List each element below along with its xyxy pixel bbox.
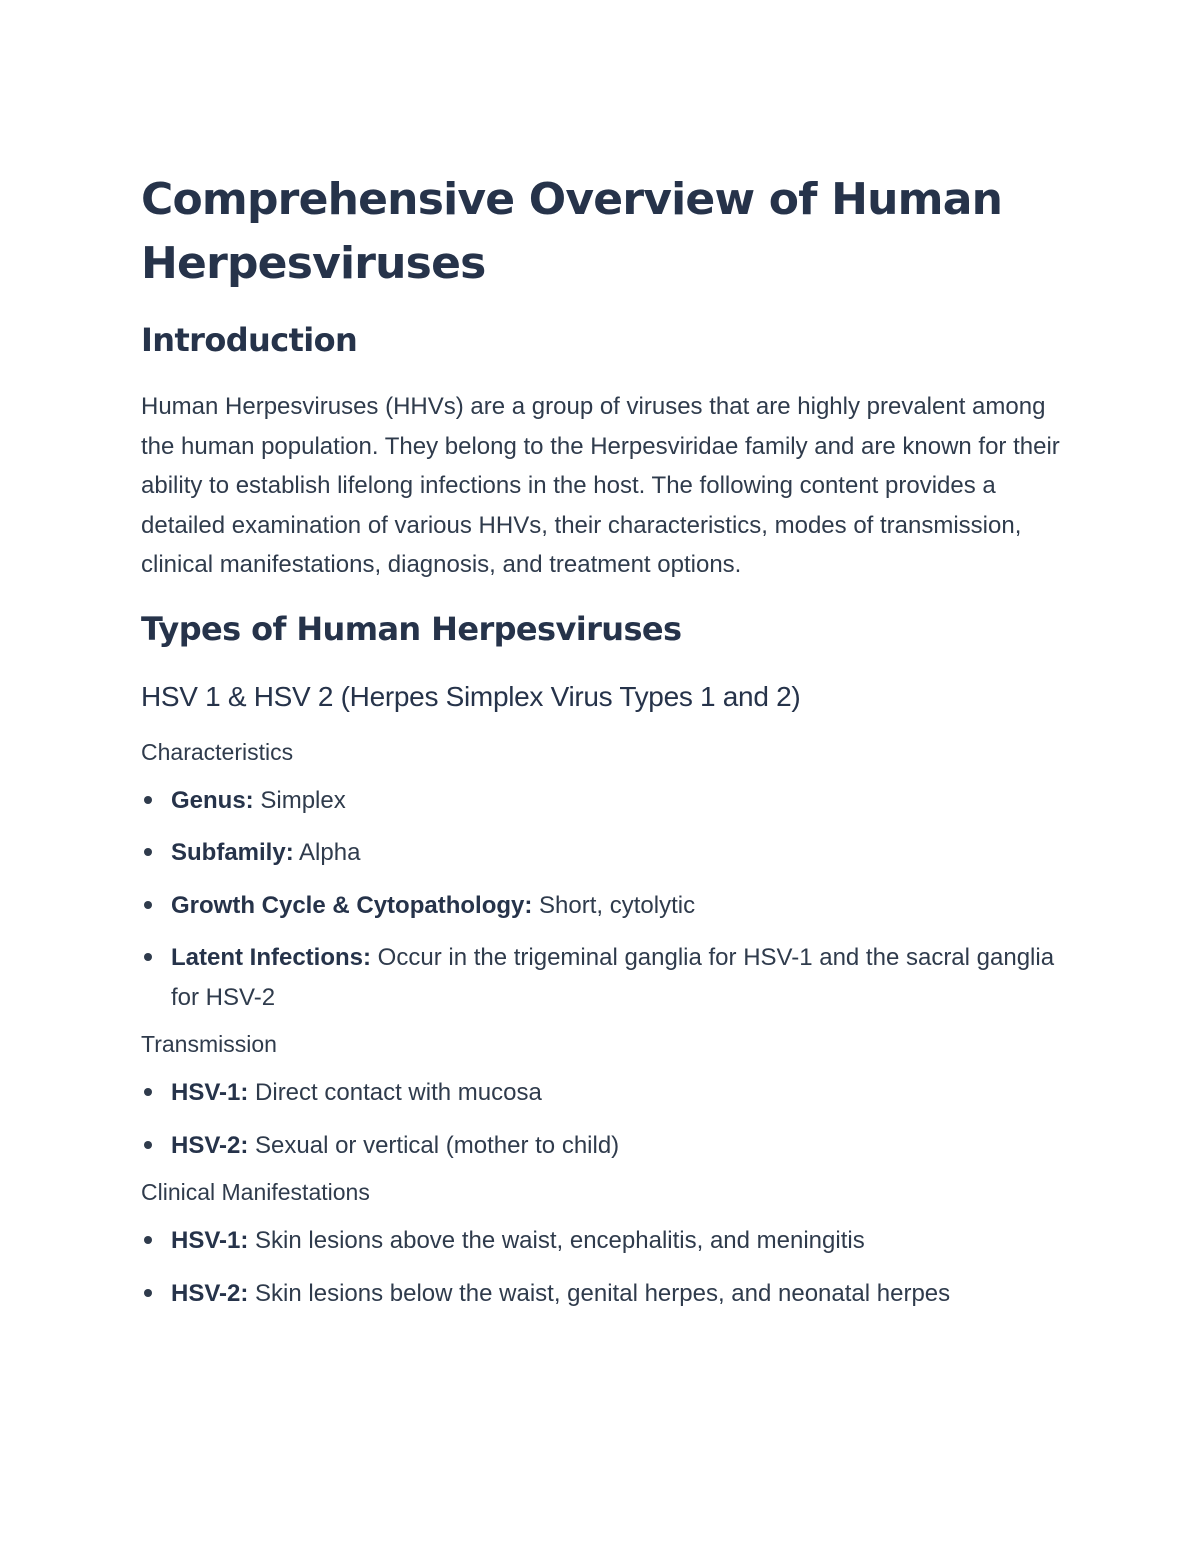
list-item [141, 1274, 1071, 1314]
document-page [141, 168, 1071, 1313]
clinical-heading: Clinical Manifestations [141, 1179, 370, 1205]
bullet-icon [144, 848, 152, 856]
item-label: Growth Cycle & Cytopathology: [171, 891, 533, 919]
list-item [141, 781, 1071, 821]
hsv-heading: HSV 1 & HSV 2 (Herpes Simplex Virus Types 1 and 2) [141, 680, 801, 712]
item-text: Alpha [293, 839, 361, 866]
bullet-icon [144, 1236, 152, 1244]
item-label: Latent Infections: [171, 944, 372, 971]
bullet-icon [144, 1088, 152, 1096]
transmission-heading: Transmission [141, 1031, 277, 1057]
characteristics-list [141, 781, 1071, 1018]
list-item [141, 886, 1071, 926]
list-item [141, 1073, 1071, 1113]
item-label: HSV-1: [171, 1079, 249, 1106]
bullet-icon [144, 796, 152, 804]
bullet-icon [144, 901, 152, 909]
list-item [141, 1126, 1071, 1166]
list-item [141, 833, 1071, 873]
item-label: HSV-2: [171, 1279, 249, 1307]
item-text: Skin lesions below the waist, genital herpes, and neonatal herpes [248, 1279, 951, 1307]
types-heading: Types of Human Herpesviruses [141, 609, 682, 648]
clinical-list [141, 1221, 1071, 1313]
bullet-icon [144, 953, 152, 961]
item-text: Short, cytolytic [532, 891, 696, 919]
list-item [141, 938, 1071, 1017]
list-item [141, 1221, 1071, 1261]
item-label: HSV-1: [171, 1227, 249, 1254]
characteristics-heading: Characteristics [141, 738, 294, 765]
bullet-icon [144, 1141, 152, 1149]
item-text: Skin lesions above the waist, encephalitis, and meningitis [248, 1227, 865, 1254]
transmission-list [141, 1073, 1071, 1165]
item-text: Sexual or vertical (mother to child) [248, 1131, 620, 1159]
item-text: Simplex [253, 786, 346, 814]
item-text: Direct contact with mucosa [248, 1079, 542, 1106]
item-label: Subfamily: [171, 839, 294, 866]
introduction-paragraph: Human Herpesviruses (HHVs) are a group of viruses that are highly prevalent among the human population. They belong to the Herpesviridae family and are known for their ability to establish lifelong infections in the host. The following content provides a detailed examination of various HHVs, their characteristics, modes of transmission, clinical manifestations, diagnosis, and treatment options. [141, 393, 1060, 578]
document-title: Comprehensive Overview of Human Herpesviruses [141, 174, 1003, 289]
item-label: HSV-2: [171, 1131, 249, 1159]
introduction-heading: Introduction [141, 321, 358, 359]
item-label: Genus: [171, 786, 254, 814]
item-text: Occur in the trigeminal ganglia for HSV-1 and the sacral ganglia for HSV-2 [171, 944, 1055, 1011]
bullet-icon [144, 1289, 152, 1297]
